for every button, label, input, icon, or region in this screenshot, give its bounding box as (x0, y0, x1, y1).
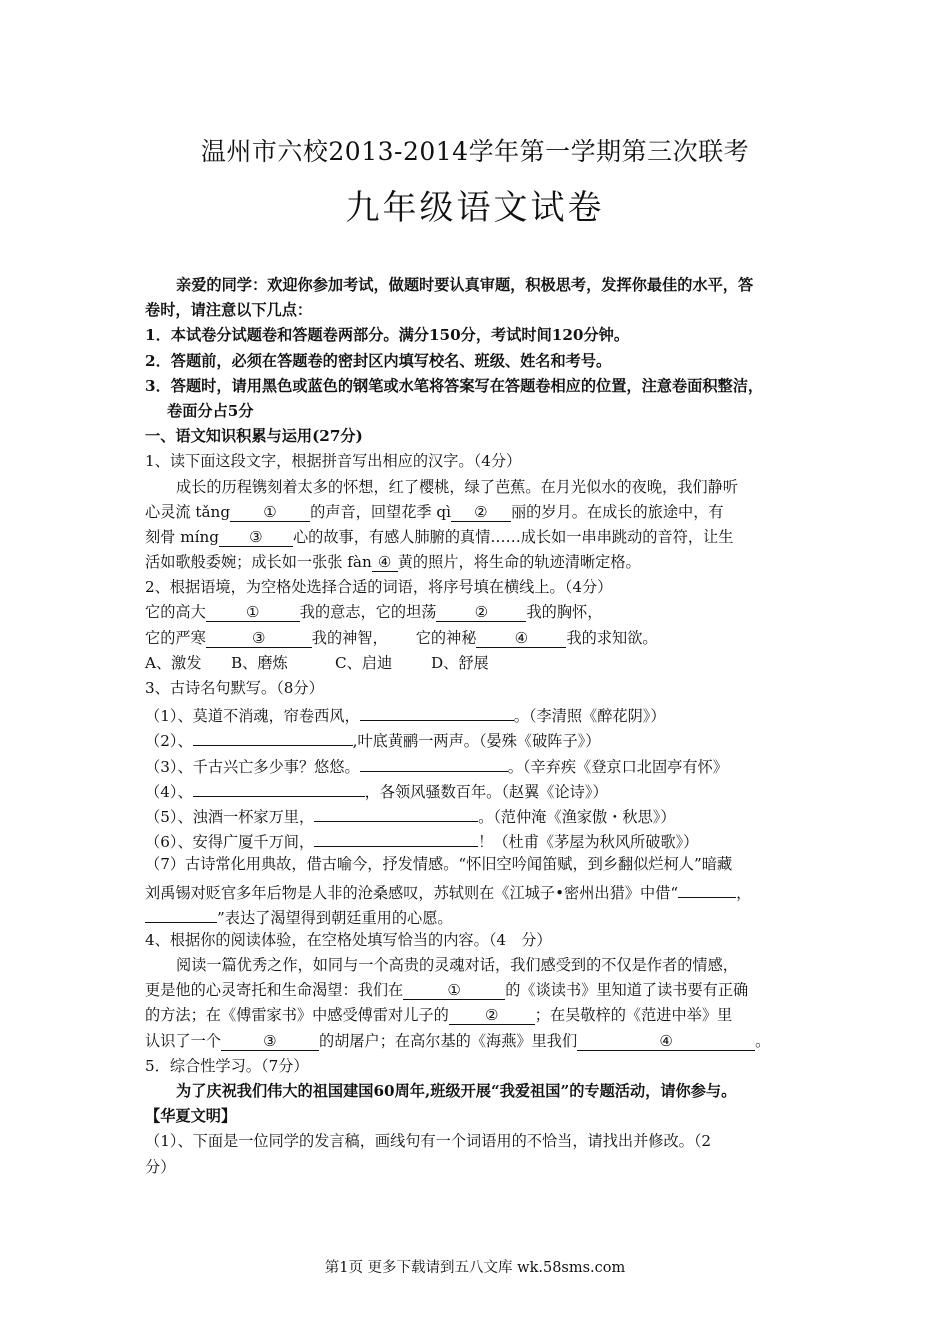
question-2-heading: 2、根据语境，为空格处选择合适的词语，将序号填在横线上。（4分） (145, 578, 613, 597)
text: 黄的照片，将生命的轨迹清晰定格。 (397, 553, 641, 572)
question-1-text (145, 525, 815, 550)
text: 的胡屠户；在高尔基的《海燕》里我们 (318, 1031, 578, 1050)
intro-line: 卷时，请注意以下几点： (145, 301, 313, 320)
text: （6）、安得广厦千万间， (145, 833, 315, 852)
text: （5）、浊酒一杯家万里， (145, 807, 315, 826)
text: 我的意志，它的坦荡 (299, 603, 437, 622)
option: A、激发 (145, 653, 202, 672)
blank-4[interactable]: ④ (372, 552, 398, 572)
instruction-item: 2．答题前，必须在答题卷的密封区内填写校名、班级、姓名和考号。 (145, 351, 612, 370)
question-4-text (145, 1003, 815, 1028)
answer-blank[interactable] (145, 903, 217, 923)
question-4-text (145, 1029, 815, 1054)
blank-2[interactable]: ② (449, 1005, 535, 1025)
question-5-text: 为了庆祝我们伟大的祖国建国60周年,班级开展“我爱祖国”的专题活动，请你参与。 (176, 1082, 737, 1100)
blank-3[interactable]: ③ (221, 1031, 319, 1051)
question-2-text (145, 626, 815, 651)
text: ， (736, 883, 752, 902)
blank-3[interactable]: ③ (219, 527, 293, 547)
text: 心的故事，有感人肺腑的真情……成长如一串串跳动的音符，让生 (292, 527, 734, 546)
instruction-item-cont: 卷面分占5分 (167, 401, 254, 420)
question-4-text (145, 978, 815, 1003)
blank-1[interactable]: ① (206, 602, 300, 622)
text: 的《谈读书》里知道了读书要有正确 (505, 981, 749, 1000)
text: 我的神智， (311, 628, 388, 647)
text: ”表达了渴望得到朝廷重用的心愿。 (217, 908, 453, 927)
blank-2[interactable]: ② (451, 502, 511, 522)
text: ；在吴敬梓的《范进中举》里 (534, 1006, 733, 1025)
text: 。（辛弃疾《登京口北固亭有怀》 (507, 757, 728, 776)
question-5-subheading: 【华夏文明】 (145, 1107, 237, 1126)
section-heading: 一、语文知识积累与运用(27分) (145, 427, 363, 446)
blank-4[interactable]: ④ (476, 628, 566, 648)
poem-item (145, 827, 815, 852)
question-5-text: （1）、下面是一位同学的发言稿，画线句有一个词语用的不恰当，请找出并修改。（2 (145, 1132, 712, 1151)
poem-item (145, 903, 815, 928)
text: （2）、 (145, 732, 193, 751)
text: 刻骨 míng (145, 527, 219, 546)
text: 刘禹锡对贬官多年后物是人非的沧桑感叹，苏轼则在《江城子•密州出猎》中借“ (145, 883, 679, 902)
answer-blank[interactable] (360, 752, 508, 772)
answer-blank[interactable] (678, 878, 736, 898)
poem-item (145, 752, 815, 777)
poem-item (145, 701, 815, 726)
blank-2[interactable]: ② (436, 602, 526, 622)
blank-1[interactable]: ① (403, 980, 505, 1000)
question-3-heading: 3、古诗名句默写。（8分） (145, 679, 324, 697)
blank-1[interactable]: ① (230, 502, 310, 522)
answer-blank[interactable] (314, 802, 478, 822)
poem-item (145, 802, 815, 827)
text: （1）、莫道不消魂，帘卷西风， (145, 707, 360, 726)
text: 的声音，回望花季 qì (310, 502, 451, 521)
option: B、磨炼 (231, 653, 288, 672)
text: 它的严寒 (145, 628, 206, 647)
exam-title: 温州市六校2013-2014学年第一学期第三次联考 (200, 137, 750, 166)
text: ，各领风骚数百年。（赵翼《论诗》） (364, 782, 608, 801)
question-5-text: 分） (145, 1157, 176, 1176)
question-2-options (145, 651, 815, 676)
poem-item: （7）古诗常化用典故，借古喻今，抒发情感。“怀旧空吟闻笛赋，到乡翻似烂柯人”暗藏 (145, 855, 733, 874)
question-1-text: 成长的历程镌刻着太多的怀想，红了樱桃，绿了芭蕉。在月光似水的夜晚，我们静听 (176, 477, 738, 496)
text: 它的神秘 (415, 628, 477, 647)
poem-item (145, 878, 815, 903)
exam-content (145, 273, 815, 1180)
answer-blank[interactable] (314, 827, 478, 847)
text: 更是他的心灵寄托和生命渴望：我们在 (145, 981, 404, 1000)
text: 它的高大 (145, 603, 206, 622)
question-5-heading: 5．综合性学习。（7分） (145, 1056, 309, 1075)
question-2-text (145, 600, 815, 625)
instruction-item: 3．答题时，请用黑色或蓝色的钢笔或水笔将答案写在答题卷相应的位置，注意卷面积整洁， (145, 376, 764, 395)
exam-subtitle: 九年级语文试卷 (345, 188, 605, 228)
page-footer: 第1页 更多下载请到五八文库 wk.58sms.com (324, 1260, 626, 1276)
text: 。（李清照《醉花阴》） (513, 707, 666, 726)
question-4-heading: 4、根据你的阅读体验，在空格处填写恰当的内容。（4 分） (145, 930, 552, 949)
option: D、舒展 (431, 653, 489, 672)
question-1-heading: 1、读下面这段文字，根据拼音写出相应的汉字。（4分） (145, 452, 522, 471)
text: （3）、千古兴亡多少事？悠悠。 (145, 757, 360, 776)
blank-4[interactable]: ④ (577, 1031, 755, 1051)
text: ！（杜甫《茅屋为秋风所破歌》） (478, 833, 699, 852)
answer-blank[interactable] (193, 726, 353, 746)
question-1-text (145, 500, 815, 525)
intro-line: 亲爱的同学：欢迎你参加考试，做题时要认真审题，积极思考，发挥你最佳的水平，答 (176, 276, 754, 294)
option: C、启迪 (335, 653, 393, 672)
text: 的方法；在《傅雷家书》中感受傅雷对儿子的 (145, 1006, 449, 1025)
answer-blank[interactable] (360, 701, 514, 721)
poem-item (145, 726, 815, 751)
instruction-item: 1．本试卷分试题卷和答题卷两部分。满分150分，考试时间120分钟。 (145, 326, 630, 345)
text: 认识了一个 (145, 1031, 221, 1050)
text: 心灵流 tǎng (145, 502, 231, 521)
text: 。 (755, 1031, 771, 1050)
question-1-text (145, 550, 815, 575)
poem-item (145, 777, 815, 802)
text: 我的求知欲。 (566, 628, 658, 647)
question-4-text: 阅读一篇优秀之作，如同与一个高贵的灵魂对话，我们感受到的不仅是作者的情感， (176, 956, 738, 975)
blank-3[interactable]: ③ (206, 628, 312, 648)
text: 活如歌般委婉；成长如一张张 fàn (145, 553, 372, 572)
text: 我的胸怀， (526, 603, 603, 622)
text: （4）、 (145, 782, 193, 801)
answer-blank[interactable] (193, 777, 365, 797)
text: 。（范仲淹《渔家傲・秋思》） (478, 807, 676, 826)
text: 丽的岁月。在成长的旅途中，有 (510, 502, 724, 521)
text: ,叶底黄鹂一两声。（晏殊《破阵子》） (352, 732, 601, 751)
